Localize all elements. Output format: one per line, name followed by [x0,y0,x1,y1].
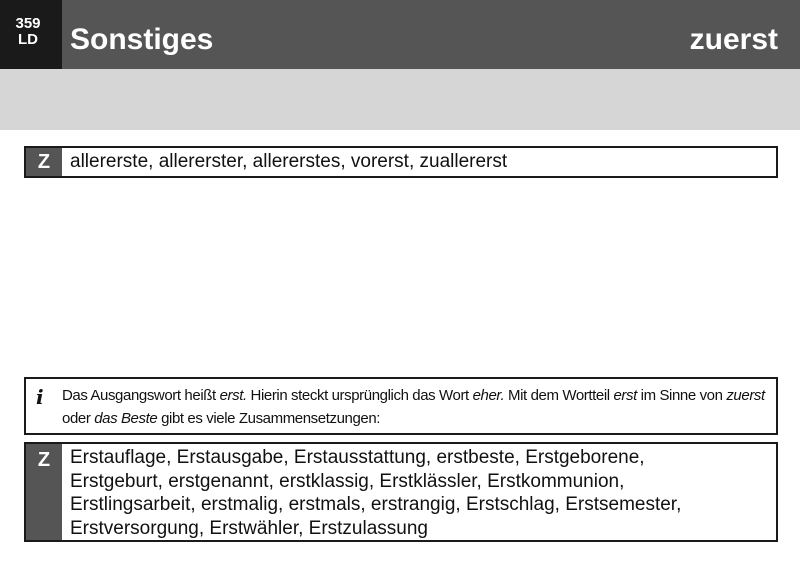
z-label: Z [26,444,62,540]
keyword-title: zuerst [689,23,778,56]
page-number: 359 [15,15,41,32]
info-emphasis: eher. [472,387,505,404]
info-fragment: Das Ausgangswort heißt [62,387,220,404]
info-fragment: Hierin steckt ursprünglich das Wort [246,387,473,404]
compound-line: Erstgeburt, erstgenannt, erstklassig, Erstklässler, Erstkommunion, [70,470,625,492]
compound-line: Erstversorgung, Erstwähler, Erstzulassung [70,517,428,539]
info-emphasis: das Beste [94,410,158,427]
page-header [0,0,800,69]
info-box [24,377,778,435]
compound-line: Erstauflage, Erstausgabe, Erstausstattung, erstbeste, Erstgeborene, [70,447,645,468]
info-fragment: im Sinne von [636,387,727,404]
info-emphasis: erst. [219,387,247,404]
page-code: LD [18,31,38,48]
compound-line: Erstlingsarbeit, erstmalig, erstmals, erstrangig, Erstschlag, Erstsemester, [70,494,682,515]
section-title: Sonstiges [70,23,214,56]
header-band [0,69,800,130]
word-box-derived [24,146,778,178]
word-list: allererste, allererster, allererstes, vorerst, zuallererst [70,151,508,172]
info-fragment: gibt es viele Zusammensetzungen: [157,410,381,427]
info-emphasis: erst [613,387,637,404]
z-label: Z [26,148,62,176]
page-badge [0,0,62,69]
info-fragment: oder [62,410,95,427]
info-fragment: Mit dem Wortteil [504,387,614,404]
compound-list [70,446,772,540]
info-emphasis: zuerst [726,387,765,404]
info-icon: i [36,385,44,409]
info-text [62,384,772,430]
word-box-compounds [24,442,778,542]
